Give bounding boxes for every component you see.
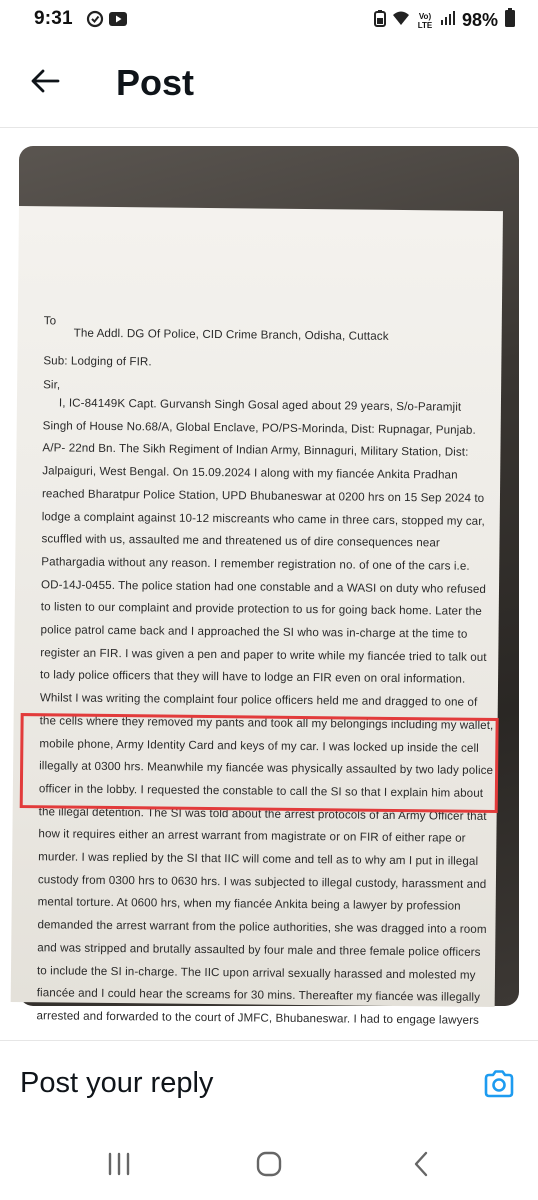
- document-line: the illegal detention. The SI was told about the arrest protocols of an Army Officer that: [38, 804, 487, 823]
- home-icon: [255, 1150, 283, 1183]
- navigation-bar: [0, 1128, 538, 1200]
- document-line: the cells where they removed my pants and took all my belongings including my wallet,: [39, 714, 494, 732]
- document-line: The Addl. DG Of Police, CID Crime Branch, Odisha, Cuttack: [73, 326, 389, 343]
- document-line: how it requires either an arrest warrant from magistrate or on FIR of either rape or: [38, 827, 466, 846]
- recent-apps-icon: [106, 1152, 132, 1181]
- header: [0, 40, 538, 128]
- status-time: 9:31: [34, 8, 73, 29]
- document-line: scuffled with us, assaulted me and threatened us of dire consequences near: [41, 532, 440, 550]
- document-line: arrested and forwarded to the court of JMFC, Bhubaneswar. I had to engage lawyers: [36, 1009, 480, 1027]
- document-line: police patrol came back and I approached the SI who was in-charge at the time to: [40, 623, 468, 641]
- document-line: officer in the lobby. I requested the constable to call the SI so that I explain him about: [38, 782, 484, 800]
- document-line: Singh of House No.68/A, Global Enclave, PO/PS-Morinda, Dist: Rupnagar, Punjab.: [42, 418, 476, 437]
- document-line: mental torture. At 0600 hrs, when my fiancée Ankita being a lawyer by profession: [37, 895, 461, 914]
- document-line: custody from 0300 hrs to 0630 hrs. I was subjected to illegal custody, harassment and: [37, 872, 487, 891]
- youtube-icon: [108, 10, 128, 33]
- document-line: A/P- 22nd Bn. The Sikh Regiment of Indian Army, Binnaguri, Military Station, Dist:: [42, 441, 469, 460]
- nav-back-button[interactable]: [401, 1146, 441, 1186]
- document-line: and was stripped and brutally assaulted by four male and three female police officers: [37, 941, 481, 959]
- document-line: fiancée and I could hear the screams for 30 mins. Thereafter my fiancée was illegally: [36, 986, 481, 1005]
- reply-input[interactable]: Post your reply: [20, 1067, 214, 1099]
- page-title: Post: [116, 62, 195, 103]
- reply-bar: [0, 1040, 538, 1128]
- battery-saver-icon: [374, 9, 386, 32]
- document-line: Sir,: [43, 378, 61, 392]
- document-line: Whilst I was writing the complaint four police officers held me and dragged to one of: [39, 691, 478, 709]
- document-line: reached Bharatpur Police Station, UPD Bhubaneswar at 0200 hrs on 15 Sep 2024 to: [41, 487, 485, 505]
- document-line: mobile phone, Army Identity Card and keys of my car. I was locked up inside the cell: [39, 736, 479, 755]
- document-line: murder. I was replied by the SI that IIC will come and tell as to why am I put in illegal: [38, 850, 479, 868]
- arrow-left-icon: [30, 68, 60, 99]
- camera-button[interactable]: [482, 1067, 516, 1101]
- document-line: OD-14J-0455. The police station had one constable and a WASI on duty who refused: [40, 577, 487, 596]
- document-line: to listen to our complaint and provide protection to us for going back home. Later the: [40, 600, 482, 619]
- sync-icon: [86, 10, 104, 33]
- camera-icon: [482, 1088, 516, 1105]
- document-line: Jalpaiguri, West Bengal. On 15.09.2024 I along with my fiancée Ankita Pradhan: [42, 464, 458, 482]
- back-button[interactable]: [28, 66, 62, 100]
- document-line: to include the SI in-charge. The IIC upon arrival sexually harassed and molested my: [36, 963, 476, 982]
- status-bar: [0, 0, 538, 40]
- document-line: register an FIR. I was given a pen and paper to write while my fiancée tried to talk out: [40, 645, 487, 664]
- recent-apps-button[interactable]: [99, 1146, 139, 1186]
- document-line: demanded the arrest warrant from the police authorities, she was dragged into a room: [37, 918, 487, 937]
- network-label: Vo) LTE: [417, 11, 433, 30]
- document-line: illegally at 0300 hrs. Meanwhile my fiancée was physically assaulted by two lady police: [39, 759, 494, 778]
- document-paper: [11, 206, 503, 1027]
- highlight-box: [20, 713, 499, 813]
- battery-percent: 98%: [461, 10, 498, 30]
- battery-icon: [504, 8, 516, 33]
- chevron-left-icon: [410, 1150, 432, 1183]
- wifi-icon: [392, 9, 410, 32]
- signal-icon: [440, 10, 456, 31]
- status-right: [374, 8, 516, 33]
- document-line: I, IC-84149K Capt. Gurvansh Singh Gosal aged about 29 years, S/o-Paramjit: [58, 396, 462, 414]
- document-line: Sub: Lodging of FIR.: [43, 354, 152, 369]
- document-line: lodge a complaint against 10-12 miscreants who came in three cars, stopped my car,: [41, 509, 485, 528]
- document-line: to lady police officers that they will have to lodge an FIR even on oral information.: [40, 668, 466, 687]
- document-line: Pathargadia without any reason. I remember registration no. of one of the cars i.e.: [41, 555, 470, 573]
- post-image[interactable]: [19, 146, 519, 1027]
- document-line: To: [43, 314, 57, 328]
- home-button[interactable]: [249, 1146, 289, 1186]
